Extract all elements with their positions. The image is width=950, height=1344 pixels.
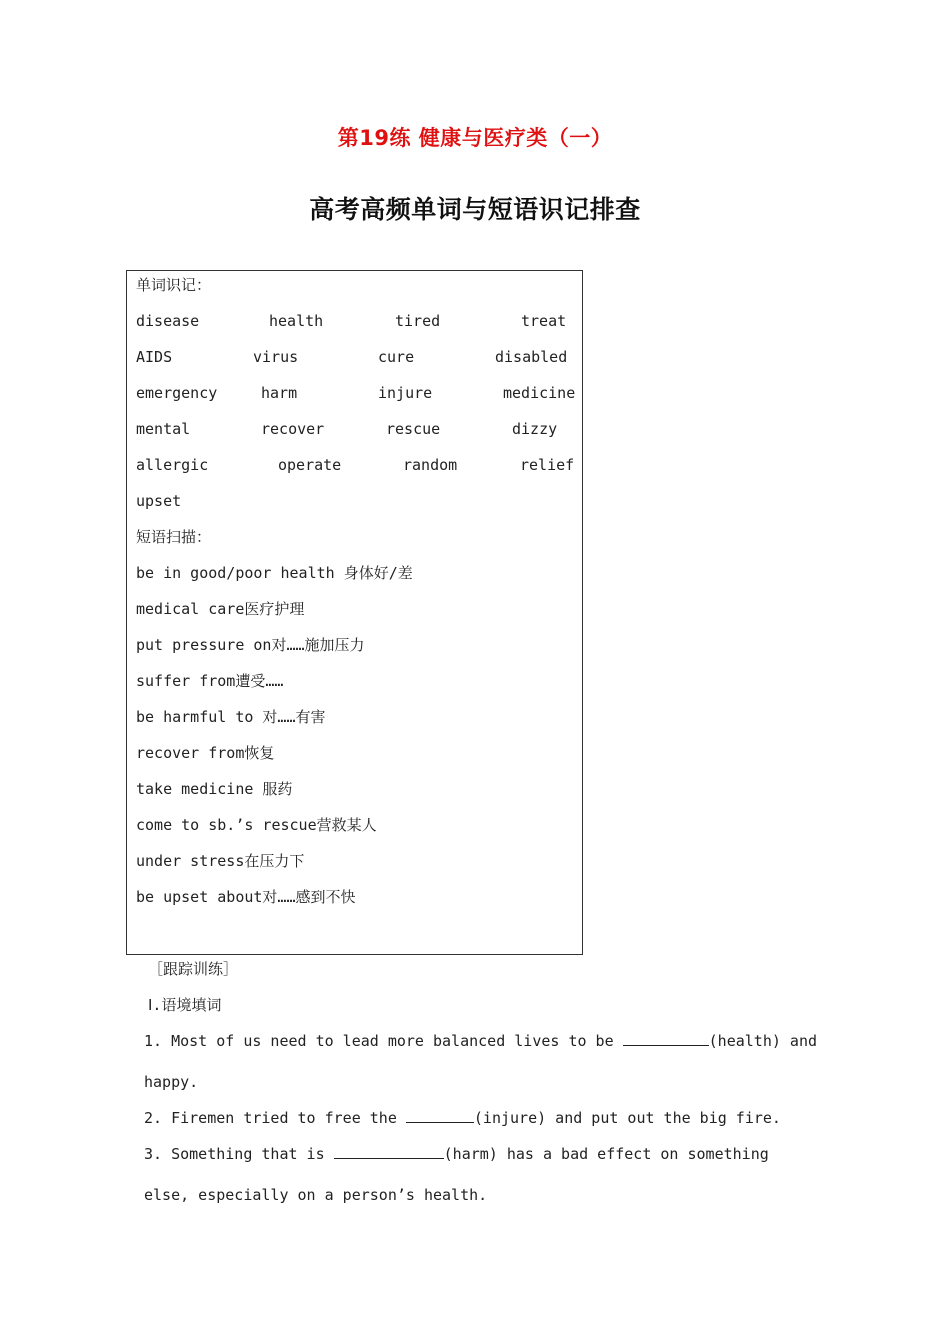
phrase-item: medical care医疗护理	[136, 600, 305, 618]
exercise-text: (health) and	[708, 1032, 818, 1050]
phrase-item: be upset about对……感到不快	[136, 888, 356, 906]
exercise-text: 1. Most of us need to lead more balanced lives to be	[144, 1032, 623, 1050]
word: health	[269, 312, 324, 330]
main-title: 高考高频单词与短语识记排查	[309, 195, 641, 224]
word: mental	[136, 420, 191, 438]
phrase-item: be in good/poor health 身体好/差	[136, 564, 413, 582]
exercise-text: (injure) and put out the big fire.	[473, 1109, 781, 1127]
word: cure	[378, 348, 415, 366]
exercise-item-3	[144, 1144, 769, 1164]
word: upset	[136, 492, 182, 510]
answer-blank[interactable]	[334, 1144, 444, 1159]
word: treat	[521, 312, 567, 330]
phrase-item: be harmful to 对……有害	[136, 708, 326, 726]
word: medicine	[503, 384, 576, 402]
word: disease	[136, 312, 200, 330]
word: recover	[261, 420, 325, 438]
vocabulary-box	[126, 270, 583, 955]
exercise-item-2	[144, 1108, 781, 1128]
word: random	[403, 456, 458, 474]
answer-blank[interactable]	[623, 1031, 709, 1046]
phrases-heading: 短语扫描：	[136, 528, 212, 546]
phrase-item: suffer from遭受……	[136, 672, 284, 690]
phrase-item: recover from恢复	[136, 744, 275, 762]
exercise-text: (harm) has a bad effect on something	[443, 1145, 769, 1163]
lesson-title: 第19练 健康与医疗类（一）	[337, 126, 613, 150]
phrase-item: put pressure on对……施加压力	[136, 636, 365, 654]
words-heading: 单词识记：	[136, 276, 212, 294]
section-label: ［跟踪训练］	[148, 960, 239, 978]
exercise-text: 2. Firemen tried to free the	[144, 1109, 406, 1127]
word: harm	[261, 384, 298, 402]
exercise-item-3-cont: else, especially on a person’s health.	[144, 1186, 488, 1204]
word: emergency	[136, 384, 218, 402]
word: dizzy	[512, 420, 558, 438]
phrase-item: take medicine 服药	[136, 780, 293, 798]
word: rescue	[386, 420, 441, 438]
word: disabled	[495, 348, 568, 366]
exercise-item-1-cont: happy.	[144, 1073, 199, 1091]
word: tired	[395, 312, 441, 330]
part-title: Ⅰ.语境填词	[148, 996, 222, 1014]
exercise-item-1	[144, 1031, 817, 1051]
word: relief	[520, 456, 575, 474]
answer-blank[interactable]	[406, 1108, 474, 1123]
word: operate	[278, 456, 342, 474]
word: allergic	[136, 456, 209, 474]
phrase-item: under stress在压力下	[136, 852, 305, 870]
phrase-item: come to sb.’s rescue营救某人	[136, 816, 377, 834]
word: injure	[378, 384, 433, 402]
word: AIDS	[136, 348, 173, 366]
word: virus	[253, 348, 299, 366]
exercise-text: 3. Something that is	[144, 1145, 334, 1163]
